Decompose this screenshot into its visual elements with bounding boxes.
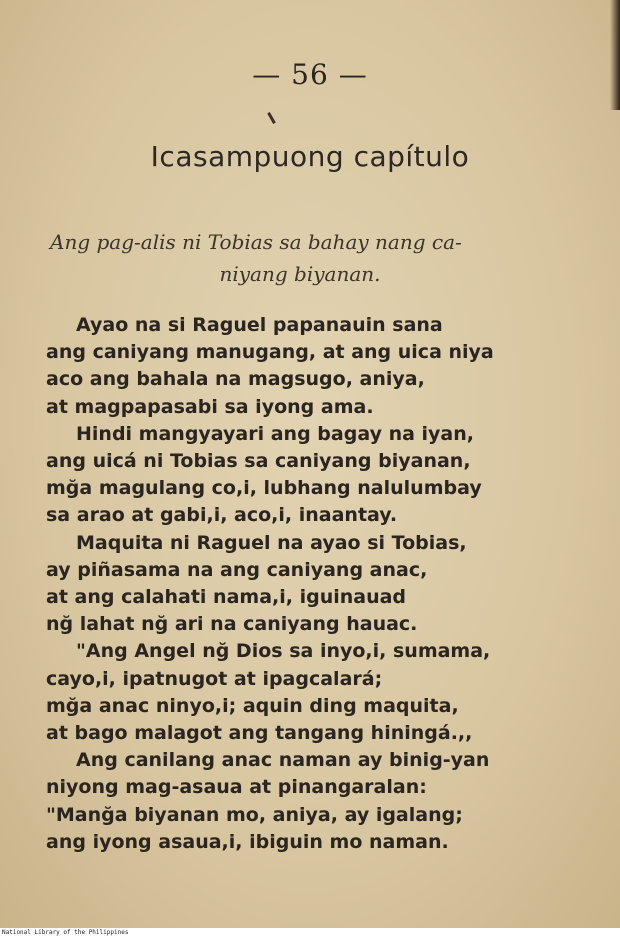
text-line: Hindi mangyayari ang bagay na iyan, [76, 422, 474, 445]
text-line: Ang canilang anac naman ay binig-yan [76, 749, 490, 772]
subtitle-line-2: niyang biyanan. [219, 262, 381, 286]
text-line: aco ang bahala na magsugo, aniya, [46, 368, 425, 391]
text-line: Maquita ni Raguel na ayao si Tobias, [76, 531, 467, 554]
text-line: niyong mag-asaua at pinangaralan: [46, 776, 427, 799]
text-line: mğa anac ninyo,i; aquin ding maquita, [46, 694, 459, 717]
subtitle-line-1: Ang pag-alis ni Tobias sa bahay nang ca- [50, 230, 462, 254]
text-line: at magpapasabi sa iyong ama. [46, 395, 374, 418]
text-line: at bago malagot ang tangang hiningá.,, [46, 722, 473, 745]
text-line: Ayao na si Raguel papanauin sana [76, 314, 443, 336]
text-line: nğ lahat nğ ari na caniyang hauac. [46, 613, 418, 636]
chapter-title: Icasampuong capítulo [150, 140, 470, 173]
text-line: ang iyong asaua,i, ibiguin mo naman. [46, 830, 449, 853]
text-line: "Ang Angel nğ Dios sa inyo,i, sumama, [76, 640, 491, 663]
body-text [46, 312, 586, 856]
text-line: mğa magulang co,i, lubhang nalulumbay [46, 477, 482, 500]
text-line: ang uicá ni Tobias sa caniyang biyanan, [46, 450, 471, 473]
text-line: ang caniyang manugang, at ang uica niya [46, 341, 494, 364]
text-line: cayo,i, ipatnugot at ipagcalará; [46, 667, 383, 690]
page-number: — 56 — [252, 58, 368, 91]
text-line: "Manğa biyanan mo, aniya, ay igalang; [46, 803, 463, 826]
footer-credit: National Library of the Philippines [0, 928, 620, 938]
text-line: ay piñasama na ang caniyang anac, [46, 558, 428, 581]
ink-mark [267, 112, 276, 124]
chapter-subtitle [50, 226, 580, 290]
text-line: sa arao at gabi,i, aco,i, inaantay. [46, 504, 398, 527]
text-line: at ang calahati nama,i, iguinauad [46, 586, 407, 609]
page-edge-shadow [610, 0, 620, 110]
